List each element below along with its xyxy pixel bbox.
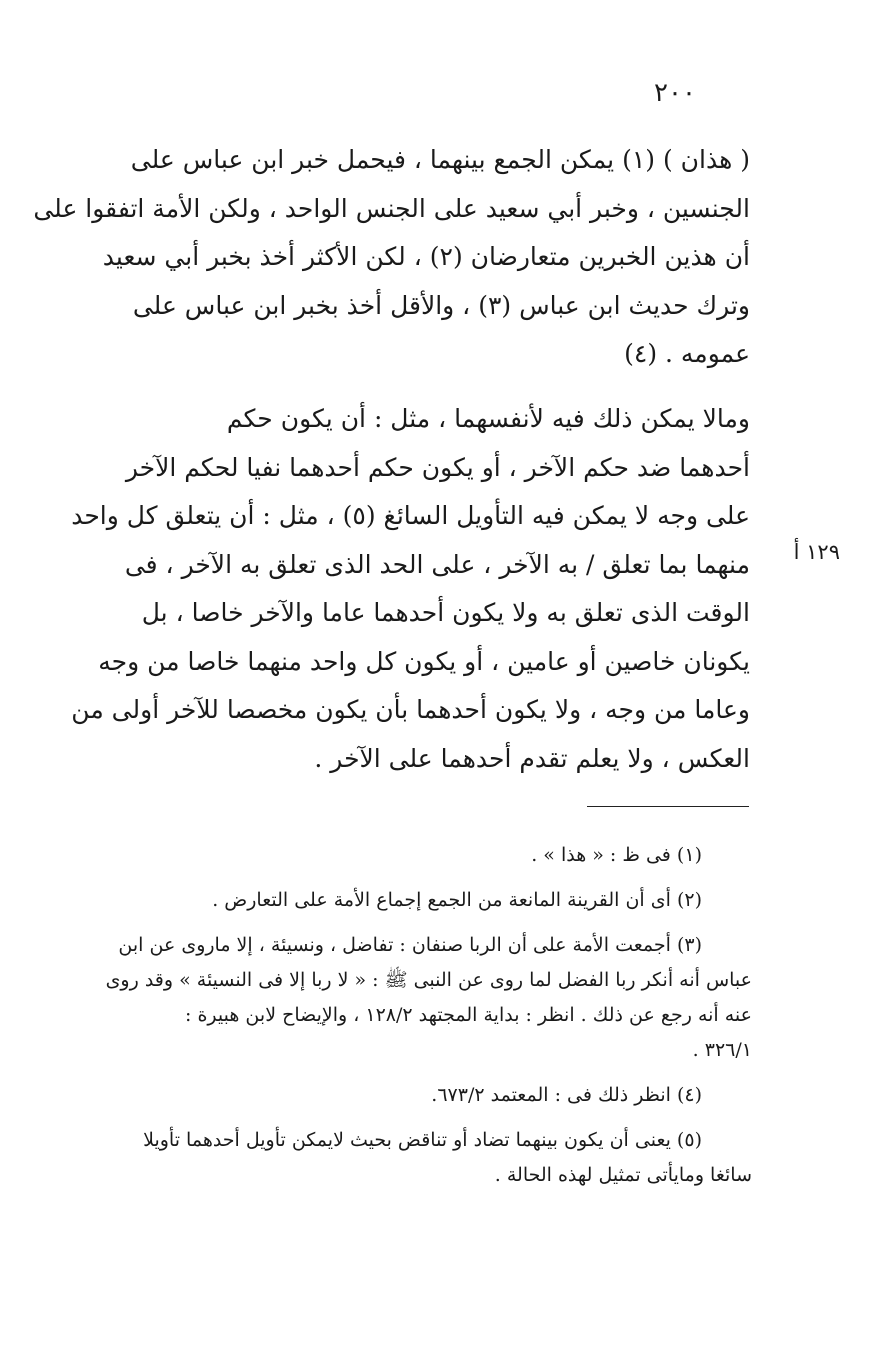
paragraph-1 bbox=[33, 136, 750, 379]
footnote-line: (٤) انظر ذلك فى : المعتمد ٦٧٣/٢. bbox=[431, 1084, 702, 1106]
text-line: وعاما من وجه ، ولا يكون أحدهما بأن يكون مخصصا للآخر أولى من bbox=[71, 695, 750, 724]
text-line: وترك حديث ابن عباس (٣) ، والأقل أخذ بخبر ابن عباس على bbox=[132, 290, 750, 320]
text-line: يكونان خاصين أو عامين ، أو يكون كل واحد منهما خاصا من وجه bbox=[98, 646, 750, 676]
footnote-line: عنه أنه رجع عن ذلك . انظر : بداية المجتهد ١٢٨/٢ ، والإيضاح لابن هبيرة : bbox=[185, 1004, 752, 1026]
footnote-1 bbox=[110, 838, 752, 873]
footnote-line: ٣٢٦/١ . bbox=[692, 1039, 752, 1061]
footnotes bbox=[105, 838, 752, 1203]
margin-folio-note: ١٢٩ أ bbox=[793, 540, 840, 564]
footnote-line: (٥) يعنى أن يكون بينهما تضاد أو تناقض بحيث لايمكن تأويل أحدهما تأويلا bbox=[143, 1129, 702, 1151]
page-number: ٢٠٠ bbox=[654, 78, 696, 108]
text-line: منهما بما تعلق / به الآخر ، على الحد الذى تعلق به الآخر ، فى bbox=[124, 549, 750, 579]
footnote-2 bbox=[110, 883, 752, 918]
text-line: أن هذين الخبرين متعارضان (٢) ، لكن الأكثر أخذ بخبر أبي سعيد bbox=[102, 242, 750, 271]
footnote-3 bbox=[105, 928, 752, 1068]
text-line: عمومه . (٤) bbox=[624, 339, 750, 368]
text-line: الوقت الذى تعلق به ولا يكون أحدهما عاما والآخر خاصا ، بل bbox=[141, 598, 750, 627]
footnote-line: (١) فى ظ : « هذا » . bbox=[531, 844, 702, 866]
footnote-4 bbox=[110, 1078, 752, 1113]
text-line: أحدهما ضد حكم الآخر ، أو يكون حكم أحدهما نفيا لحكم الآخر bbox=[125, 452, 750, 482]
text-line: على وجه لا يمكن فيه التأويل السائغ (٥) ، مثل : أن يتعلق كل واحد bbox=[71, 501, 750, 530]
text-line: العكس ، ولا يعلم تقدم أحدهما على الآخر . bbox=[314, 743, 750, 773]
footnote-separator bbox=[587, 806, 749, 807]
text-line: ومالا يمكن ذلك فيه لأنفسهما ، مثل : أن يكون حكم bbox=[226, 404, 750, 433]
footnote-line: (٢) أى أن القرينة المانعة من الجمع إجماع الأمة على التعارض . bbox=[212, 889, 702, 911]
paragraph-2 bbox=[71, 395, 750, 783]
footnote-5 bbox=[110, 1123, 752, 1193]
text-line: ( هذان ) (١) يمكن الجمع بينهما ، فيحمل خبر ابن عباس على bbox=[130, 145, 750, 174]
footnote-line: (٣) أجمعت الأمة على أن الربا صنفان : تفاضل ، ونسيئة ، إلا ماروى عن ابن bbox=[118, 934, 702, 956]
footnote-line: سائغا ومايأتى تمثيل لهذه الحالة . bbox=[494, 1164, 752, 1186]
text-line: الجنسين ، وخبر أبي سعيد على الجنس الواحد ، ولكن الأمة اتفقوا على bbox=[33, 193, 750, 223]
footnote-line: عباس أنه أنكر ربا الفضل لما روى عن النبى ﷺ : « لا ربا إلا فى النسيئة » وقد روى bbox=[105, 969, 752, 991]
